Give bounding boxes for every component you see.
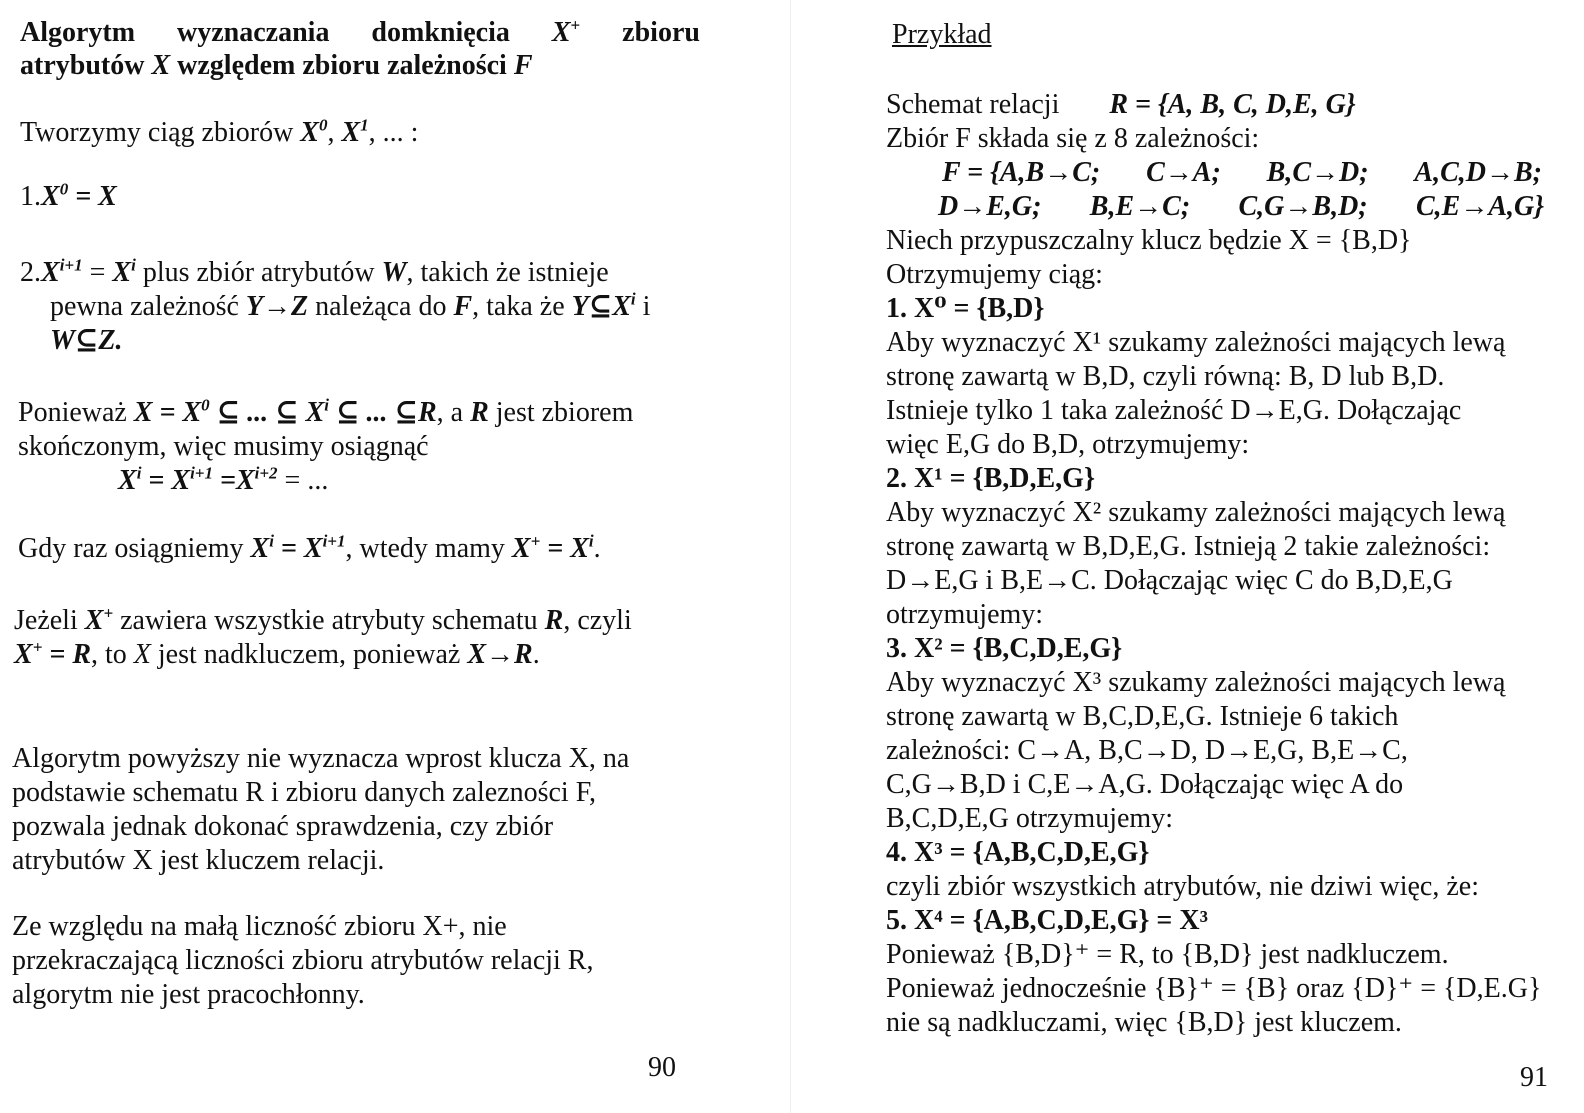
step-4: 4. X³ = {A,B,C,D,E,G} <box>886 837 1150 868</box>
text-line: podstawie schematu R i zbioru danych zalezności F, <box>12 777 597 808</box>
sequence-intro: Tworzymy ciąg zbiorów $X^0$, $X^1$, ... : <box>20 115 419 148</box>
title-word: Algorytm <box>20 17 136 48</box>
text-line: przekraczającą liczności zbioru atrybutów relacji R, <box>12 945 594 976</box>
note-paragraph-1 <box>12 742 684 878</box>
text-line: Ponieważ {B,D}⁺ = R, to {B,D} jest nadkluczem. <box>886 939 1449 970</box>
text-line: pozwala jednak dokonać sprawdzenia, czy zbiór <box>12 811 554 842</box>
algorithm-title <box>20 16 700 82</box>
since-paragraph: Ponieważ $X = X^0$ ⊆ ... ⊆ $X^i$ ⊆ ... ⊆R, a R jest zbiorem skończonym, więc musimy osiągnąć $X^i = X^{i+1} =X^{i+2}$ = ... <box>18 395 634 496</box>
step-1: $1.X^0 = X$ <box>20 179 117 212</box>
when-paragraph: Gdy raz osiągniemy $X^i = X^{i+1}$, wtedy mamy $X^+ = X^i$. <box>18 531 601 564</box>
text-line: nie są nadkluczami, więc {B,D} jest kluczem. <box>886 1007 1402 1038</box>
note-paragraph-2 <box>12 910 684 1012</box>
step-2: $2.X^{i+1} = X^i$ plus zbiór atrybutów W, takich że istnieje pewna zależność Y→Z należąca do F, taka że $Y⊆X^i$ i W⊆Z. <box>20 255 651 356</box>
text-line: więc E,G do B,D, otrzymujemy: <box>886 429 1250 460</box>
page-number: 91 <box>1520 1062 1548 1093</box>
text-line: Aby wyznaczyć X³ szukamy zależności mających lewą <box>886 667 1506 698</box>
fset-line: Zbiór F składa się z 8 zależności: <box>886 123 1260 154</box>
schema-line: Schemat relacji R = {A, B, C, D,E, G} <box>886 89 1356 120</box>
title-word: wyznaczania <box>177 17 330 48</box>
example-body <box>886 88 1556 1040</box>
text-line: stronę zawartą w B,C,D,E,G. Istnieje 6 takich <box>886 701 1399 732</box>
sequence-line: Otrzymujemy ciąg: <box>886 259 1103 290</box>
page-number: 90 <box>648 1052 676 1083</box>
title-word: względem zbioru zależności <box>170 50 514 81</box>
right-page <box>790 0 1584 1113</box>
text-line: Aby wyznaczyć X¹ szukamy zależności mających lewą <box>886 327 1506 358</box>
dependencies-line-2: D→E,G; B,E→C; C,G→B,D; C,E→A,G} <box>938 191 1544 222</box>
step-5: 5. X⁴ = {A,B,C,D,E,G} = X³ <box>886 905 1208 936</box>
text-line: otrzymujemy: <box>886 599 1044 630</box>
if-paragraph: Jeżeli X+ zawiera wszystkie atrybuty schematu R, czyli X+ = R, to X jest nadkluczem, ponieważ X→R. <box>14 603 632 670</box>
title-word: domknięcia <box>371 17 510 48</box>
step-2: 2. X¹ = {B,D,E,G} <box>886 463 1095 494</box>
text-line: B,C,D,E,G otrzymujemy: <box>886 803 1173 834</box>
step-3: 3. X² = {B,C,D,E,G} <box>886 633 1123 664</box>
title-word: zbioru <box>622 17 700 48</box>
explanation-1 <box>886 326 1556 462</box>
explanation-3 <box>886 666 1556 836</box>
explanation-2 <box>886 496 1556 632</box>
text-line: Aby wyznaczyć X² szukamy zależności mających lewą <box>886 497 1506 528</box>
text-line: stronę zawartą w B,D,E,G. Istnieją 2 takie zależności: <box>886 531 1491 562</box>
title-symbol: X+ <box>551 15 581 48</box>
text-line: zależności: C→A, B,C→D, D→E,G, B,E→C, <box>886 735 1408 766</box>
text-line: Ponieważ jednocześnie {B}⁺ = {B} oraz {D}⁺ = {D,E.G} <box>886 973 1542 1004</box>
text-line: Istnieje tylko 1 taka zależność D→E,G. Dołączając <box>886 395 1462 426</box>
title-symbol: X <box>151 50 171 81</box>
text-line: Ze względu na małą liczność zbioru X+, nie <box>12 911 507 942</box>
dependencies-line-1: F = {A,B→C; C→A; B,C→D; A,C,D→B; <box>942 157 1542 188</box>
conclusion <box>886 938 1556 1040</box>
text-line: stronę zawartą w B,D, czyli równą: B, D lub B,D. <box>886 361 1445 392</box>
left-page <box>0 0 790 1113</box>
explanation-4: czyli zbiór wszystkich atrybutów, nie dziwi więc, że: <box>886 871 1479 902</box>
step-1: 1. X⁰ = {B,D} <box>886 293 1045 324</box>
title-word: atrybutów <box>20 50 152 81</box>
example-heading: Przykład <box>892 19 992 50</box>
text-line: algorytm nie jest pracochłonny. <box>12 979 365 1010</box>
text-line: Algorytm powyższy nie wyznacza wprost klucza X, na <box>12 743 630 774</box>
title-symbol: F <box>513 50 533 81</box>
text-line: atrybutów X jest kluczem relacji. <box>12 845 385 876</box>
key-line: Niech przypuszczalny klucz będzie X = {B,D} <box>886 225 1412 256</box>
text-line: C,G→B,D i C,E→A,G. Dołączając więc A do <box>886 769 1404 800</box>
text-line: D→E,G i B,E→C. Dołączając więc C do B,D,E,G <box>886 565 1453 596</box>
